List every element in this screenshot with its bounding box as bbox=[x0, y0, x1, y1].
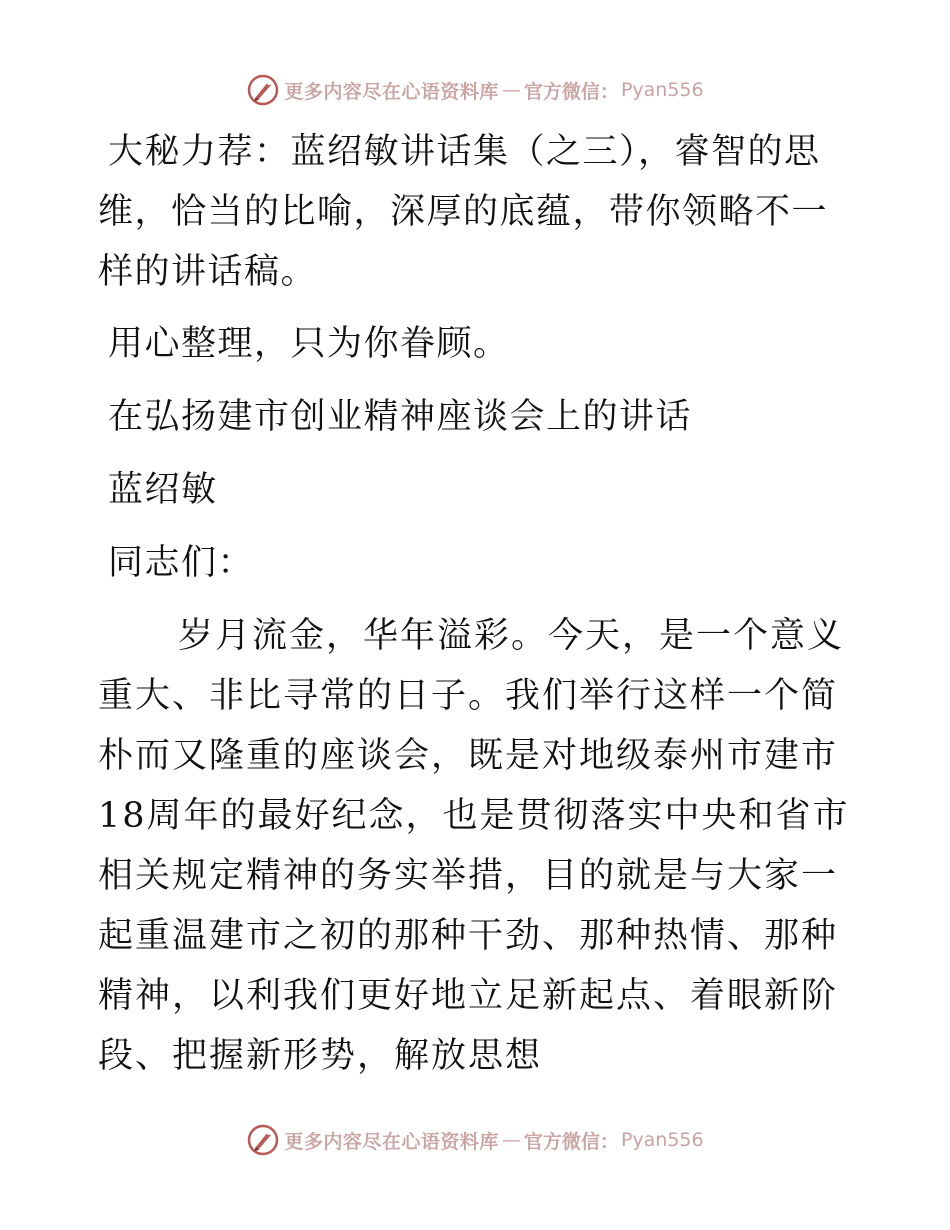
banner-wechat-label: 官方微信： bbox=[523, 1130, 619, 1153]
banner-wechat-id: Pyan556 bbox=[620, 1129, 704, 1151]
document-body bbox=[98, 122, 858, 1086]
note-paragraph: 用心整理，只为你眷顾。 bbox=[108, 324, 510, 364]
speech-title: 在弘扬建市创业精神座谈会上的讲话 bbox=[108, 397, 693, 437]
banner-separator: — bbox=[501, 1129, 521, 1151]
banner-separator: — bbox=[501, 79, 521, 101]
footer-watermark-banner bbox=[0, 1120, 950, 1160]
quill-pen-logo-icon bbox=[246, 1123, 280, 1157]
banner-wechat-id: Pyan556 bbox=[620, 79, 704, 101]
banner-wechat-label: 官方微信： bbox=[523, 80, 619, 103]
banner-text: 更多内容尽在心语资料库 bbox=[284, 1130, 499, 1153]
body-paragraph: 岁月流金，华年溢彩。今天，是一个意义重大、非比寻常的日子。我们举行这样一个简朴而又隆重的座谈会，既是对地级泰州市建市18周年的最好纪念，也是贯彻落实中央和省市相关规定精神的务实举措，目的就是与大家一起重温建市之初的那种干劲、那种热情、那种精神，以利我们更好地立足新起点、着眼新阶段、把握新形势，解放思想 bbox=[98, 616, 850, 1076]
intro-paragraph: 大秘力荐：蓝绍敏讲话集（之三），睿智的思维，恰当的比喻，深厚的底蕴，带你领略不一样的讲话稿。 bbox=[98, 132, 829, 292]
speech-author: 蓝绍敏 bbox=[108, 470, 218, 510]
quill-pen-logo-icon bbox=[246, 73, 280, 107]
banner-text: 更多内容尽在心语资料库 bbox=[284, 80, 499, 103]
header-watermark-banner bbox=[0, 70, 950, 110]
greeting: 同志们： bbox=[108, 543, 255, 583]
